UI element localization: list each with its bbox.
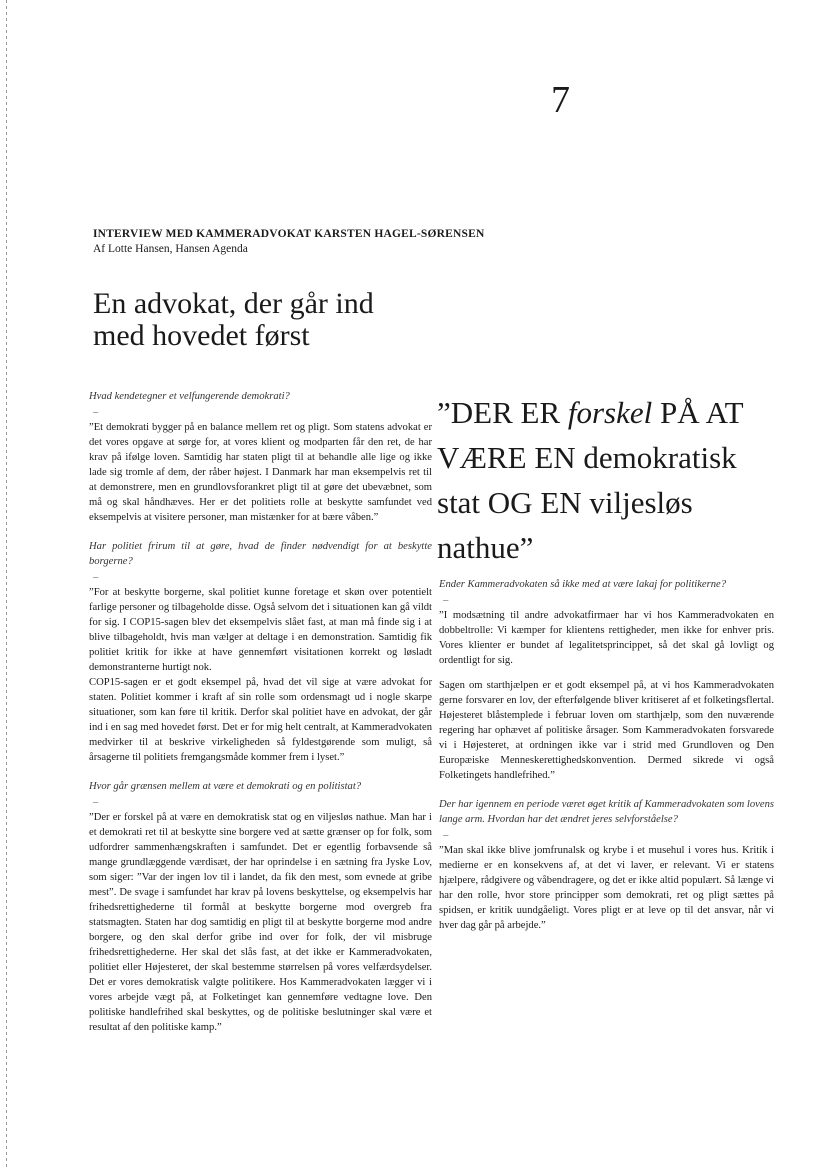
question-3: Hvor går grænsen mellem at være et demokrati og en politistat? xyxy=(89,781,362,792)
right-column xyxy=(439,577,774,933)
article-kicker: INTERVIEW MED KAMMERADVOKAT KARSTEN HAGEL-SØRENSEN xyxy=(93,228,485,240)
question-4: Ender Kammeradvokaten så ikke med at være lakaj for politikerne? xyxy=(439,579,727,590)
question-divider: – xyxy=(93,797,99,808)
question-1: Hvad kendetegner et velfungerende demokrati? xyxy=(89,391,290,402)
pull-quote-end: PÅ AT VÆRE EN demokratisk stat OG EN viljesløs nathue” xyxy=(437,395,743,565)
answer-1: ”Et demokrati bygger på en balance mellem ret og pligt. Som statens advokat er det vores opgave at sørge for, at vores klient og modparten får den ret, de har krav på ifølge loven. Samtidig har staten pligt til at behandle alle lige og ikke lade sig tromle af dem, der råber højest. I Danmark har man eksempelvis ret til at demonstrere, men en grundlovsforankret pligt til at gøre det ubevæbnet, som må og skal håndhæves. Her er det politiets rolle at beskytte samfundet ved eksempelvis at visitere personer, man mistænker for at bære våben.” xyxy=(89,422,432,523)
answer-5: ”Man skal ikke blive jomfrunalsk og krybe i et musehul i vores hus. Kritik i medierne er en konsekvens af, at det vi laver, er relevant. Vi er statens hjælpere, rådgivere og våbendragere, og det er ikke altid populært. Så længe vi har den rolle, hvor store principper som demokrati, ret og pligt sættes på spidsen, er kritik uundgåeligt. Vores pligt er at leve op til det ansvar, når vi hver dag går på arbejde.” xyxy=(439,845,774,931)
page-edge-line xyxy=(6,0,7,1170)
question-divider: – xyxy=(443,830,449,841)
article-headline: En advokat, der går ind med hovedet først xyxy=(93,287,374,352)
answer-4-paragraph-1: ”I modsætning til andre advokatfirmaer har vi hos Kammeradvokaten en dobbeltrolle: Vi kæmper for klientens rettigheder, men ikke for enhver pris. Vores klienter er bundet af legalitetsprincippet, så det skal gå lovligt og ordentligt for sig. xyxy=(439,610,774,666)
left-column xyxy=(89,389,432,1035)
page-number: 7 xyxy=(551,79,570,121)
answer-2-paragraph-2: COP15-sagen er et godt eksempel på, hvad det vil sige at være advokat for staten. Politiet kommer i kraft af sin rolle som ordensmagt ud i nogle skarpe situationer, som kan føre til kritik. Derfor skal politiet have en advokat, der går ind i en sag med hovedet først. Det er for mig helt centralt, at Kammeradvokaten medvirker til at beskrive virkeligheden så fyldestgørende som muligt, så årsagerne til politiets fremgangsmåde kommer frem i lyset.” xyxy=(89,677,432,763)
question-divider: – xyxy=(93,407,99,418)
pull-quote-start: ”DER ER xyxy=(437,395,568,430)
question-2: Har politiet frirum til at gøre, hvad de finder nødvendigt for at beskytte borgerne? xyxy=(89,541,432,567)
question-5: Der har igennem en periode været øget kritik af Kammeradvokaten som lovens lange arm. Hvordan har det ændret jeres selvforståelse? xyxy=(439,799,774,825)
answer-3: ”Der er forskel på at være en demokratisk stat og en viljesløs nathue. Man har i et demokrati ret til at beskytte sine borgere ved at sætte grænser op for folk, som udfordrer sammenhængskraften i samfundet. Det er egentlig forbavsende så mange grundlæggende værdisæt, der har oprindelse i en sætning fra Jyske Lov, som siger: ”Var der ingen lov til i landet, da fik den mest, som evnede at gribe mest”. De svage i samfundet har krav på lovens beskyttelse, og eksempelvis har frihedsrettighederne til formål at beskytte borgerne mod overgreb fra statsmagten. Staten har dog samtidig en pligt til at beskytte borgerne mod andre borgere, og den skal derfor gribe ind over for folk, der vil misbruge frihedsrettighederne. Her skal det slås fast, at det ikke er Kammeradvokaten, politiet eller Højesteret, der skal bestemme størrelsen på vores velfærdsydelser. Det er vores demokratisk valgte politikere. Hos Kammeradvokaten lægger vi i vores arbejde vægt på, at Folketinget kan gennemføre vedtagne love. Den politiske handlefrihed skal beskyttes, og de politiske beslutninger skal være et resultat af den politiske kamp.” xyxy=(89,812,432,1033)
pull-quote-emphasis: forskel xyxy=(567,395,653,430)
answer-4-paragraph-2: Sagen om starthjælpen er et godt eksempel på, at vi hos Kammeradvokaten gerne forsvarer en lov, der efterfølgende bliver kritiseret af et folketingsflertal. Højesteret blåstemplede i februar loven om starthjælp, som den nuværende regering har ophævet af politiske årsager. Som Kammeradvokaten forsvarede vi i Højesteret, at ordningen ikke var i strid med Grundloven og Den Europæiske Menneskerettighedskonvention. Dermed sikrede vi også Folketingets handlefrihed.” xyxy=(439,680,774,781)
article-byline: Af Lotte Hansen, Hansen Agenda xyxy=(93,243,248,255)
answer-2-paragraph-1: ”For at beskytte borgerne, skal politiet kunne foretage et skøn over potentielt farlige personer og tilbageholde disse. Også selvom det i situationen kan gå vildt for sig. I COP15-sagen blev det eksempelvis slået fast, at man må finde sig i at blive tilbageholdt, hvis man vælger at deltage i en demonstration. Samtidig fik politiet kritik for ikke at have gennemført visitationen korrekt og løsladt demonstranterne hurtigt nok. xyxy=(89,587,432,673)
question-divider: – xyxy=(93,572,99,583)
question-divider: – xyxy=(443,595,449,606)
pull-quote xyxy=(437,390,777,570)
